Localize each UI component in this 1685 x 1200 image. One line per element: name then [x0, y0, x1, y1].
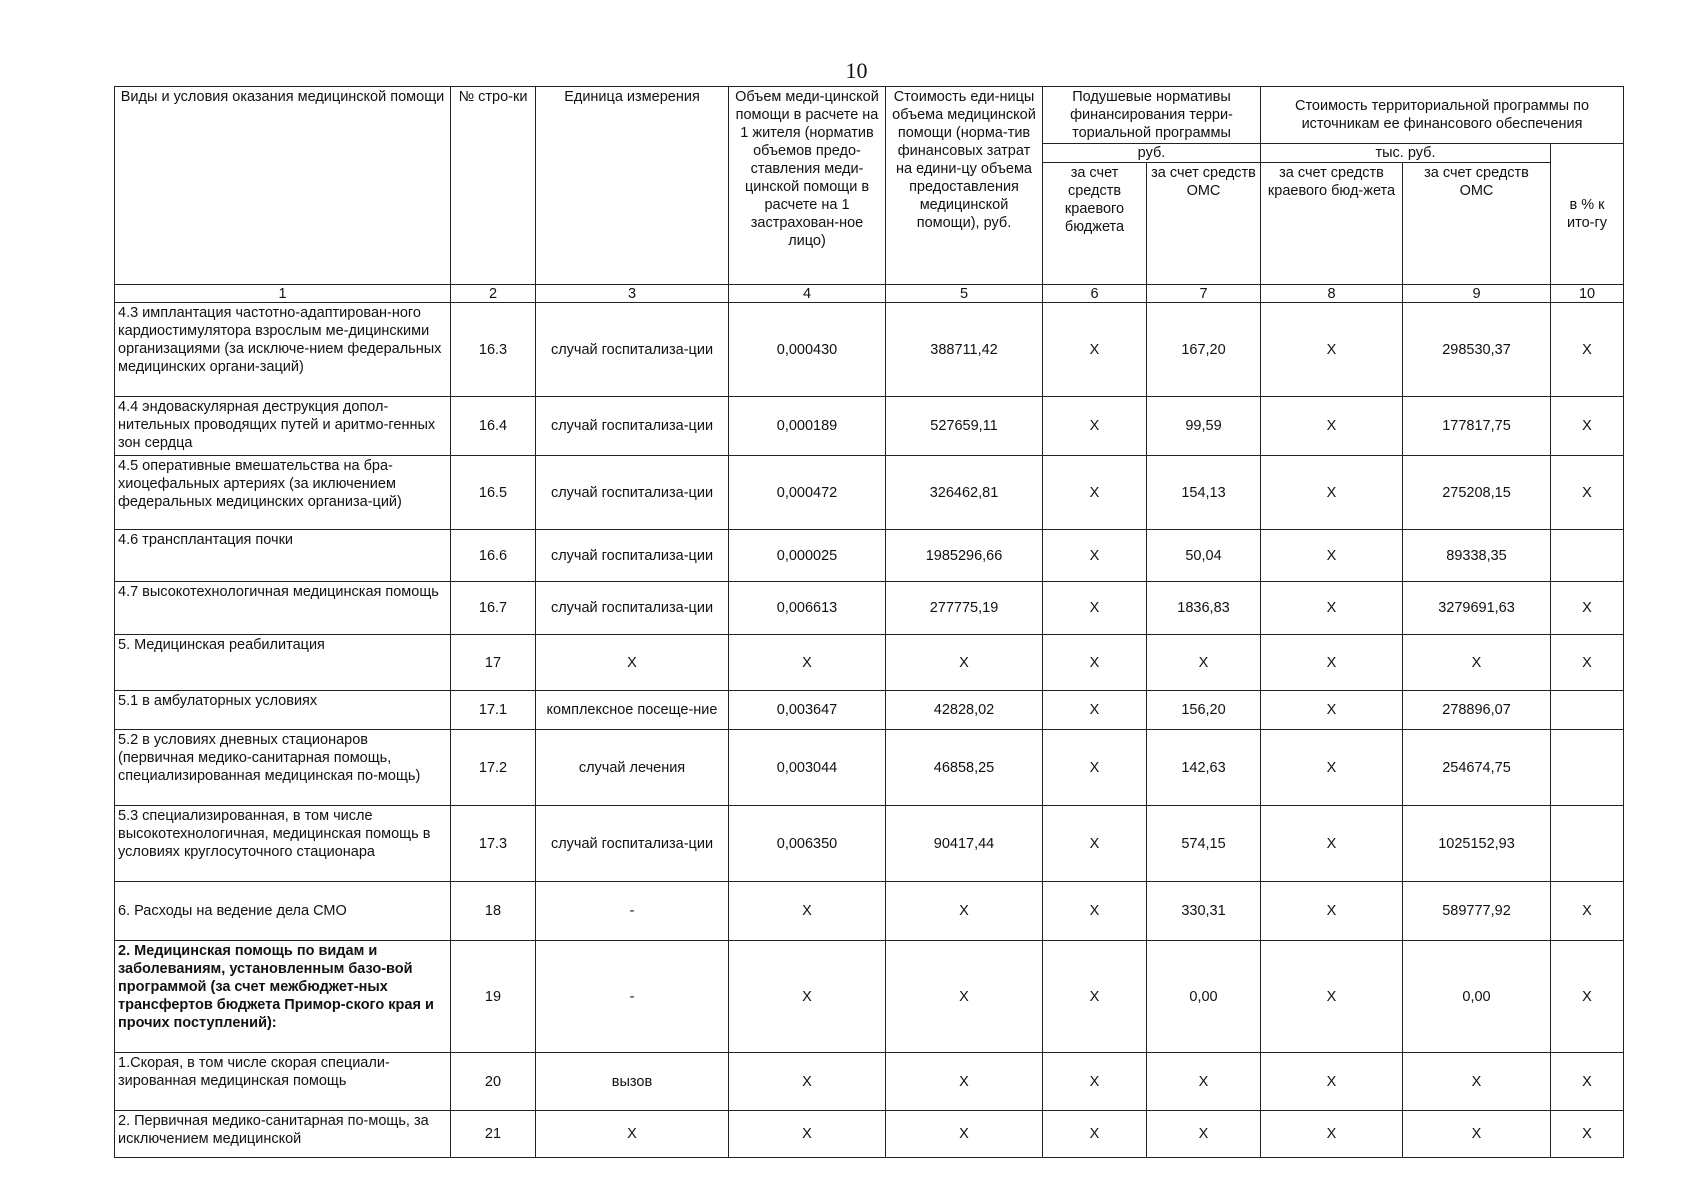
- row-budget-total: X: [1261, 582, 1403, 635]
- row-line-number: 16.3: [451, 303, 536, 397]
- column-number: 1: [115, 285, 451, 303]
- row-budget-total: X: [1261, 397, 1403, 456]
- row-line-number: 18: [451, 882, 536, 941]
- row-budget-total: X: [1261, 730, 1403, 806]
- row-line-number: 17.3: [451, 806, 536, 882]
- column-number: 7: [1147, 285, 1261, 303]
- row-unit: X: [536, 635, 729, 691]
- table-row: [115, 882, 1624, 941]
- financing-table: [114, 86, 1624, 1158]
- row-budget-normative: X: [1043, 941, 1147, 1053]
- row-budget-total: X: [1261, 635, 1403, 691]
- page-number: 10: [845, 58, 868, 83]
- row-percent: [1551, 806, 1624, 882]
- row-name: 2. Первичная медико-санитарная по-мощь, за исключением медицинской: [115, 1111, 451, 1158]
- row-line-number: 17.2: [451, 730, 536, 806]
- row-volume: 0,000025: [729, 530, 886, 582]
- row-percent: X: [1551, 882, 1624, 941]
- row-oms-normative: 1836,83: [1147, 582, 1261, 635]
- column-number: 3: [536, 285, 729, 303]
- header-line-number: № стро-ки: [451, 87, 536, 285]
- row-budget-total: X: [1261, 1111, 1403, 1158]
- row-unit-cost: X: [886, 941, 1043, 1053]
- row-budget-total: X: [1261, 456, 1403, 530]
- row-unit-cost: X: [886, 1111, 1043, 1158]
- header-oms-total: за счет средств ОМС: [1403, 163, 1551, 285]
- row-line-number: 21: [451, 1111, 536, 1158]
- row-name: 6. Расходы на ведение дела СМО: [115, 882, 451, 941]
- row-unit-cost: 388711,42: [886, 303, 1043, 397]
- row-unit-cost: 42828,02: [886, 691, 1043, 730]
- row-volume: 0,003044: [729, 730, 886, 806]
- row-name: 4.5 оперативные вмешательства на бра-хиоцефальных артериях (за иключением федеральных медицинских организа-ций): [115, 456, 451, 530]
- column-number: 2: [451, 285, 536, 303]
- table-row: [115, 635, 1624, 691]
- row-oms-total: 0,00: [1403, 941, 1551, 1053]
- row-budget-total: X: [1261, 806, 1403, 882]
- table-row: [115, 806, 1624, 882]
- row-line-number: 20: [451, 1053, 536, 1111]
- row-oms-total: X: [1403, 1053, 1551, 1111]
- row-budget-normative: X: [1043, 397, 1147, 456]
- row-name: 4.4 эндоваскулярная деструкция допол-нительных проводящих путей и аритмо-генных зон сердца: [115, 397, 451, 456]
- row-percent: X: [1551, 397, 1624, 456]
- table-row: [115, 1111, 1624, 1158]
- row-oms-total: 278896,07: [1403, 691, 1551, 730]
- row-unit: случай госпитализа-ции: [536, 530, 729, 582]
- row-name: 2. Медицинская помощь по видам и заболеваниям, установленным базо-вой программой (за счет межбюджет-ных трансфертов бюджета Примор-ского края и прочих поступлений):: [115, 941, 451, 1053]
- table-row: [115, 691, 1624, 730]
- row-oms-normative: X: [1147, 1053, 1261, 1111]
- row-oms-normative: X: [1147, 635, 1261, 691]
- row-name: 5.2 в условиях дневных стационаров (первичная медико-санитарная помощь, специализированная медицинская по-мощь): [115, 730, 451, 806]
- row-budget-total: X: [1261, 941, 1403, 1053]
- row-unit: вызов: [536, 1053, 729, 1111]
- row-volume: X: [729, 1053, 886, 1111]
- table-row: [115, 1053, 1624, 1111]
- row-name: 5.1 в амбулаторных условиях: [115, 691, 451, 730]
- row-budget-normative: X: [1043, 882, 1147, 941]
- column-number: 8: [1261, 285, 1403, 303]
- row-oms-total: 89338,35: [1403, 530, 1551, 582]
- header-kinds-conditions: Виды и условия оказания медицинской помощи: [115, 87, 451, 285]
- row-oms-normative: 99,59: [1147, 397, 1261, 456]
- header-unit-cost: Стоимость еди-ницы объема медицинской помощи (норма-тив финансовых затрат на едини-цу объема предоставления медицинской помощи), руб.: [886, 87, 1043, 285]
- row-budget-total: X: [1261, 1053, 1403, 1111]
- row-volume: 0,000430: [729, 303, 886, 397]
- row-unit: X: [536, 1111, 729, 1158]
- row-unit: случай госпитализа-ции: [536, 456, 729, 530]
- column-number: 10: [1551, 285, 1624, 303]
- row-volume: 0,000472: [729, 456, 886, 530]
- row-volume: X: [729, 941, 886, 1053]
- row-budget-normative: X: [1043, 806, 1147, 882]
- header-budget-normative: за счет средств краевого бюджета: [1043, 163, 1147, 285]
- table-header: [115, 87, 1624, 303]
- row-line-number: 16.5: [451, 456, 536, 530]
- row-volume: 0,006613: [729, 582, 886, 635]
- table-row: [115, 941, 1624, 1053]
- row-line-number: 16.6: [451, 530, 536, 582]
- table-row: [115, 397, 1624, 456]
- column-number: 6: [1043, 285, 1147, 303]
- row-oms-total: X: [1403, 635, 1551, 691]
- row-oms-normative: 50,04: [1147, 530, 1261, 582]
- row-unit: случай госпитализа-ции: [536, 582, 729, 635]
- table-row: [115, 582, 1624, 635]
- row-name: 4.7 высокотехнологичная медицинская помощь: [115, 582, 451, 635]
- row-budget-normative: X: [1043, 530, 1147, 582]
- header-group-normatives: Подушевые нормативы финансирования терри-ториальной программы: [1043, 87, 1261, 144]
- row-budget-total: X: [1261, 303, 1403, 397]
- row-budget-normative: X: [1043, 691, 1147, 730]
- row-unit-cost: 90417,44: [886, 806, 1043, 882]
- row-oms-normative: 0,00: [1147, 941, 1261, 1053]
- row-budget-normative: X: [1043, 730, 1147, 806]
- row-oms-total: 298530,37: [1403, 303, 1551, 397]
- row-unit: случай лечения: [536, 730, 729, 806]
- header-volume: Объем меди-цинской помощи в расчете на 1 жителя (норматив объемов предо-ставления меди-цинской помощи в расчете на 1 застрахован-ное лицо): [729, 87, 886, 285]
- column-number: 4: [729, 285, 886, 303]
- row-name: 4.3 имплантация частотно-адаптирован-ного кардиостимулятора взрослым ме-дицинскими организациями (за исключе-нием федеральных медицинских органи-заций): [115, 303, 451, 397]
- row-percent: X: [1551, 941, 1624, 1053]
- table-body: [115, 303, 1624, 1158]
- row-budget-total: X: [1261, 691, 1403, 730]
- row-volume: X: [729, 1111, 886, 1158]
- row-unit: случай госпитализа-ции: [536, 303, 729, 397]
- header-unit-rub: руб.: [1043, 144, 1261, 163]
- row-oms-normative: 154,13: [1147, 456, 1261, 530]
- row-volume: X: [729, 882, 886, 941]
- row-unit-cost: 46858,25: [886, 730, 1043, 806]
- row-oms-total: 1025152,93: [1403, 806, 1551, 882]
- row-line-number: 16.7: [451, 582, 536, 635]
- row-volume: X: [729, 635, 886, 691]
- row-budget-normative: X: [1043, 635, 1147, 691]
- row-unit: комплексное посеще-ние: [536, 691, 729, 730]
- header-oms-normative: за счет средств ОМС: [1147, 163, 1261, 285]
- row-oms-total: 177817,75: [1403, 397, 1551, 456]
- table-row: [115, 303, 1624, 397]
- row-budget-normative: X: [1043, 1053, 1147, 1111]
- row-percent: X: [1551, 1111, 1624, 1158]
- row-name: 5.3 специализированная, в том числе высокотехнологичная, медицинская помощь в условиях круглосуточного стационара: [115, 806, 451, 882]
- row-unit: -: [536, 941, 729, 1053]
- row-percent: [1551, 730, 1624, 806]
- row-oms-normative: 330,31: [1147, 882, 1261, 941]
- row-oms-normative: 156,20: [1147, 691, 1261, 730]
- row-unit-cost: X: [886, 882, 1043, 941]
- header-unit: Единица измерения: [536, 87, 729, 285]
- row-budget-total: X: [1261, 882, 1403, 941]
- header-group-program-cost: Стоимость территориальной программы по источникам ее финансового обеспечения: [1261, 87, 1624, 144]
- row-budget-total: X: [1261, 530, 1403, 582]
- row-unit: случай госпитализа-ции: [536, 397, 729, 456]
- row-oms-total: 589777,92: [1403, 882, 1551, 941]
- row-percent: X: [1551, 456, 1624, 530]
- row-percent: X: [1551, 635, 1624, 691]
- row-percent: X: [1551, 303, 1624, 397]
- row-oms-total: 3279691,63: [1403, 582, 1551, 635]
- table-row: [115, 456, 1624, 530]
- row-percent: [1551, 530, 1624, 582]
- row-budget-normative: X: [1043, 456, 1147, 530]
- column-number: 5: [886, 285, 1043, 303]
- row-percent: X: [1551, 1053, 1624, 1111]
- row-name: 5. Медицинская реабилитация: [115, 635, 451, 691]
- row-unit-cost: 1985296,66: [886, 530, 1043, 582]
- row-oms-total: X: [1403, 1111, 1551, 1158]
- row-unit-cost: 326462,81: [886, 456, 1043, 530]
- row-percent: [1551, 691, 1624, 730]
- row-volume: 0,000189: [729, 397, 886, 456]
- row-volume: 0,006350: [729, 806, 886, 882]
- row-oms-total: 254674,75: [1403, 730, 1551, 806]
- row-unit-cost: 277775,19: [886, 582, 1043, 635]
- row-budget-normative: X: [1043, 303, 1147, 397]
- row-unit: -: [536, 882, 729, 941]
- row-unit-cost: X: [886, 1053, 1043, 1111]
- row-line-number: 17.1: [451, 691, 536, 730]
- row-unit-cost: X: [886, 635, 1043, 691]
- header-unit-thousand-rub: тыс. руб.: [1261, 144, 1551, 163]
- row-line-number: 17: [451, 635, 536, 691]
- row-percent: X: [1551, 582, 1624, 635]
- row-line-number: 16.4: [451, 397, 536, 456]
- table-row: [115, 730, 1624, 806]
- row-name: 1.Скорая, в том числе скорая специали-зированная медицинская помощь: [115, 1053, 451, 1111]
- table-row: [115, 530, 1624, 582]
- row-oms-normative: X: [1147, 1111, 1261, 1158]
- header-budget-total: за счет средств краевого бюд-жета: [1261, 163, 1403, 285]
- row-unit: случай госпитализа-ции: [536, 806, 729, 882]
- column-number: 9: [1403, 285, 1551, 303]
- header-percent: в % к ито-гу: [1551, 144, 1624, 285]
- row-line-number: 19: [451, 941, 536, 1053]
- row-budget-normative: X: [1043, 1111, 1147, 1158]
- row-oms-normative: 167,20: [1147, 303, 1261, 397]
- row-budget-normative: X: [1043, 582, 1147, 635]
- row-unit-cost: 527659,11: [886, 397, 1043, 456]
- row-volume: 0,003647: [729, 691, 886, 730]
- row-oms-total: 275208,15: [1403, 456, 1551, 530]
- row-oms-normative: 574,15: [1147, 806, 1261, 882]
- row-oms-normative: 142,63: [1147, 730, 1261, 806]
- row-name: 4.6 трансплантация почки: [115, 530, 451, 582]
